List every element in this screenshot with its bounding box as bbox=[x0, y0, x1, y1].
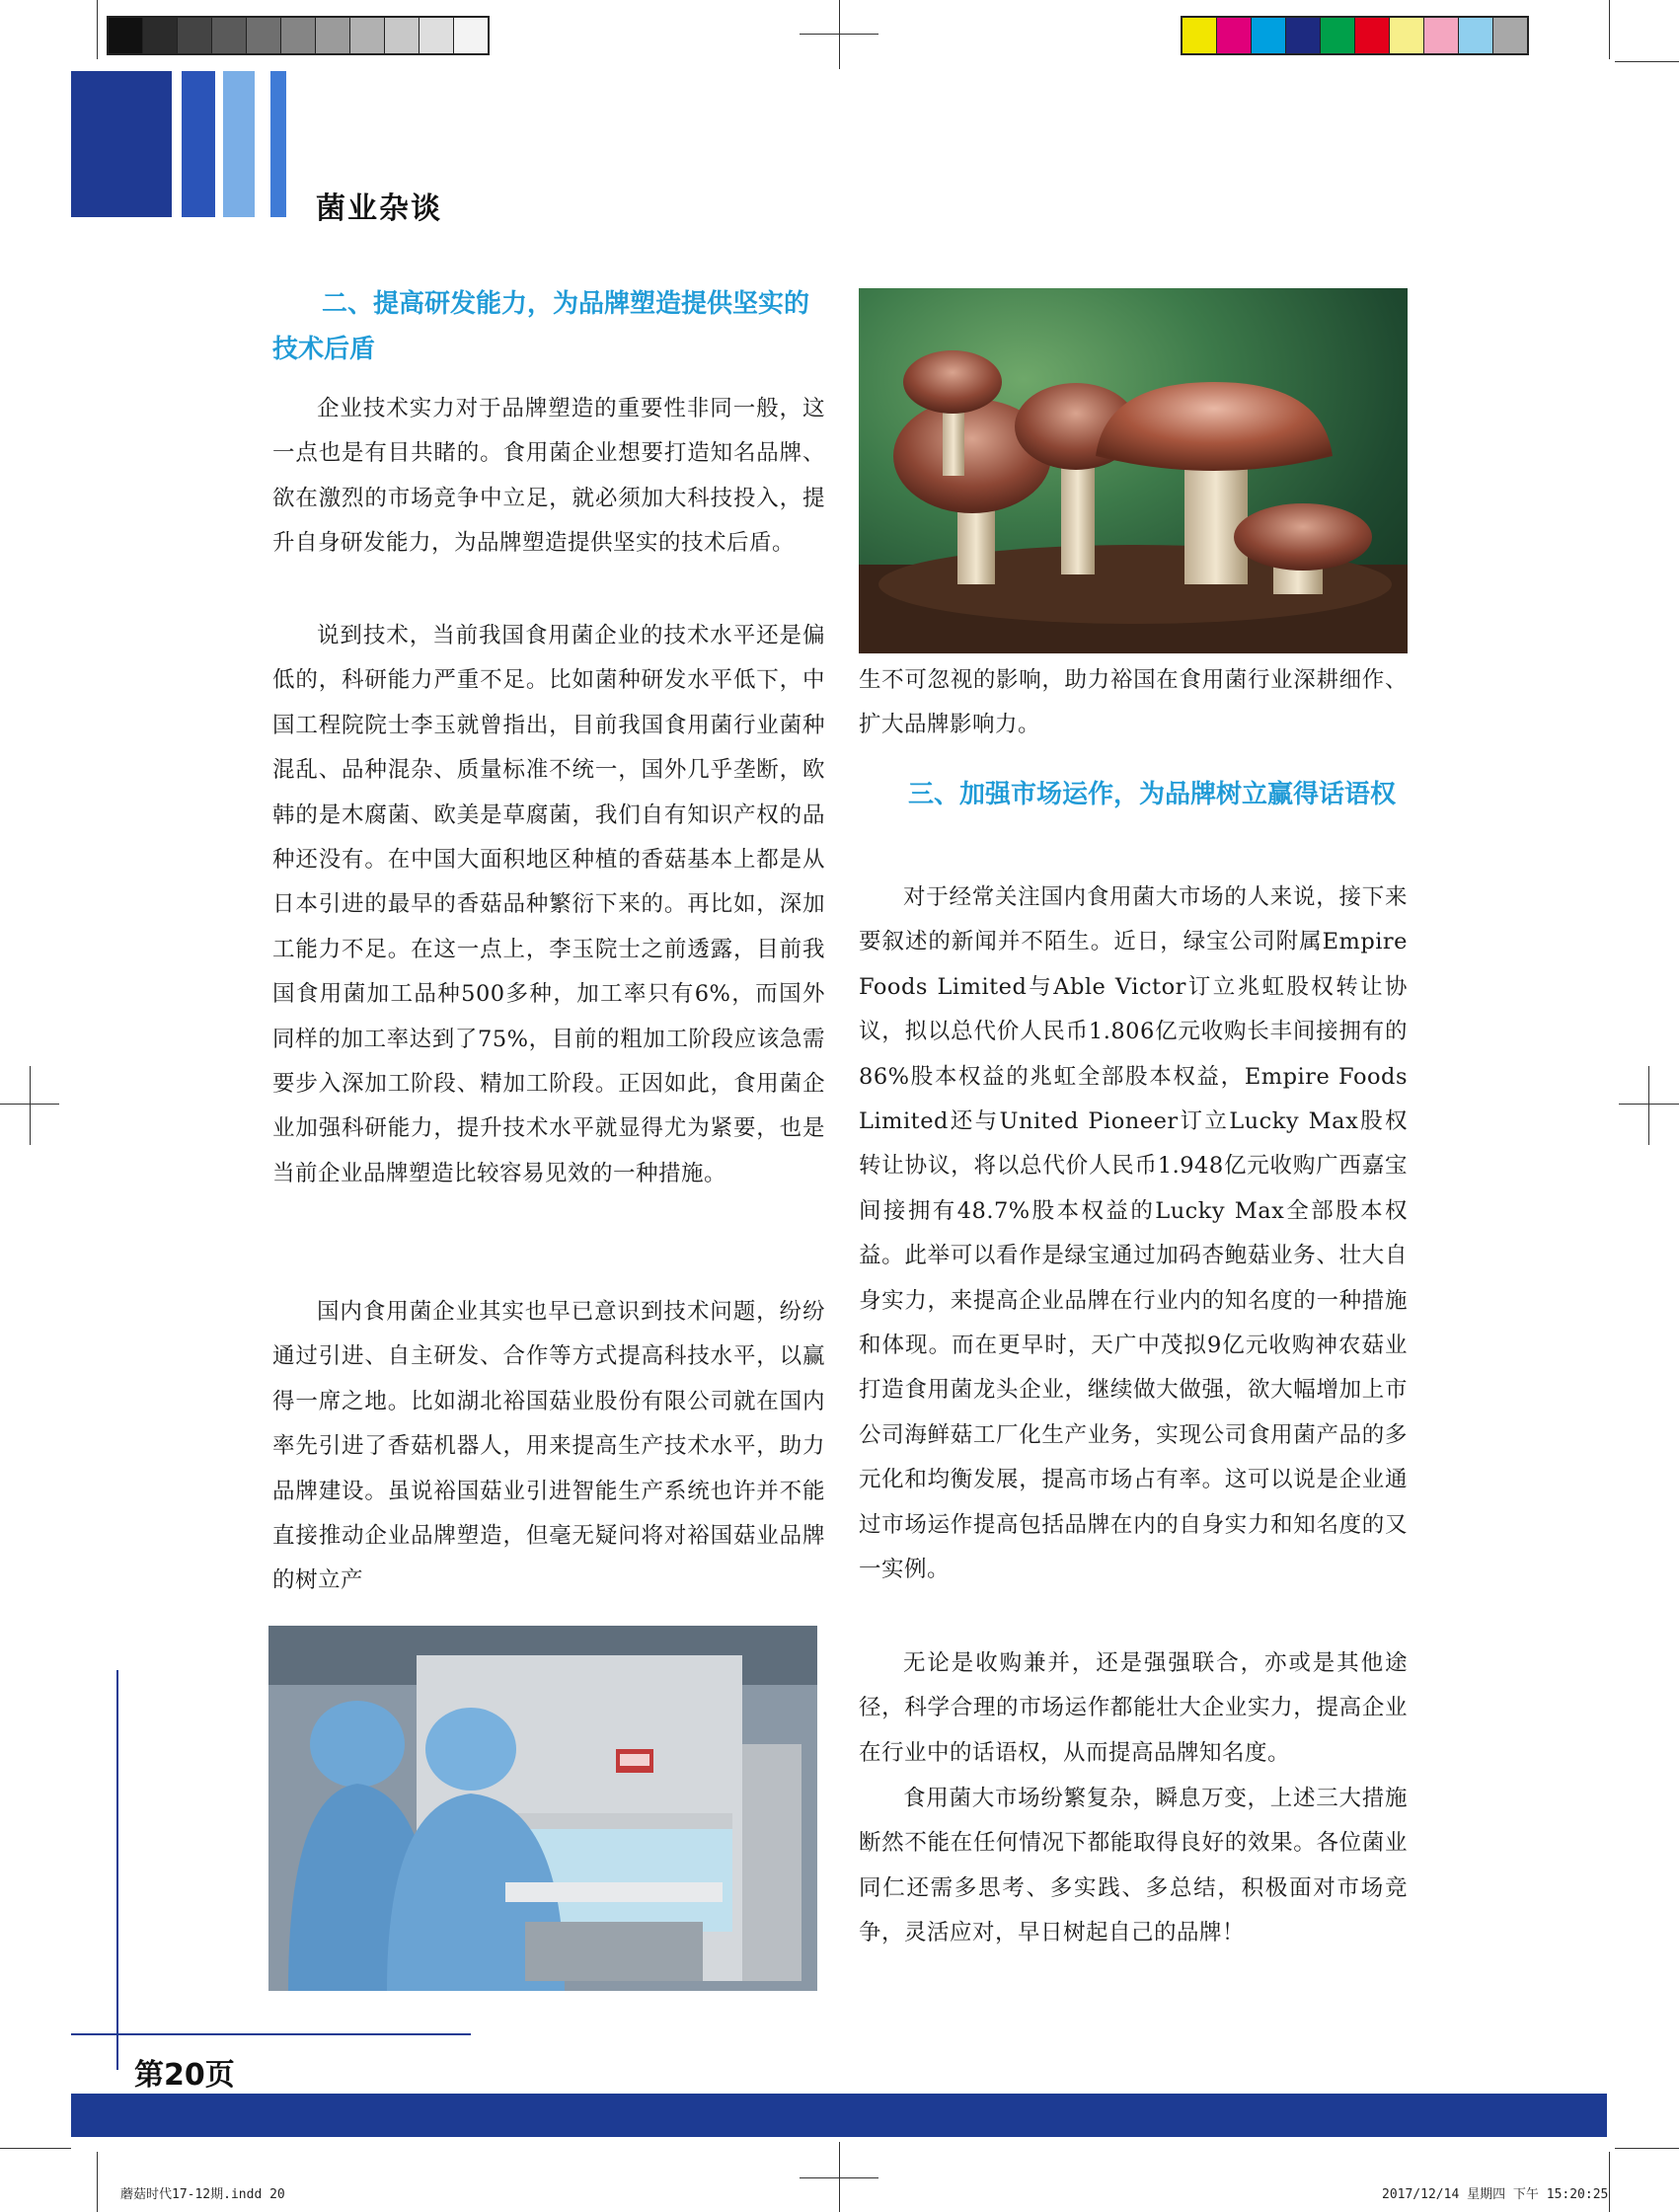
color-swatch bbox=[1493, 18, 1527, 53]
header-stripe bbox=[182, 71, 215, 217]
process-color-bar bbox=[1181, 16, 1529, 55]
grayscale-color-bar bbox=[107, 16, 490, 55]
color-swatch bbox=[1459, 18, 1493, 53]
header-stripe bbox=[71, 71, 172, 217]
gray-swatch bbox=[212, 18, 247, 53]
crop-mark bbox=[97, 0, 98, 59]
section2-heading: 二、提高研发能力，为品牌塑造提供坚实的技术后盾 bbox=[272, 289, 810, 364]
gray-swatch bbox=[420, 18, 454, 53]
crop-mark bbox=[0, 2148, 71, 2149]
gray-swatch bbox=[316, 18, 350, 53]
right-paragraph-2: 无论是收购兼并，还是强强联合，亦或是其他途径，科学合理的市场运作都能壮大企业实力，提高企业在行业中的话语权，从而提高品牌知名度。 bbox=[859, 1650, 1408, 1766]
gray-swatch bbox=[109, 18, 143, 53]
crop-mark bbox=[97, 2152, 98, 2212]
crop-mark bbox=[800, 2177, 878, 2178]
page-accent-line-vertical bbox=[116, 1670, 118, 2070]
slug-date-info: 2017/12/14 星期四 下午 15:20:25 bbox=[1382, 2187, 1609, 2202]
crop-mark bbox=[1609, 2152, 1610, 2212]
right-continuation-paragraph: 生不可忽视的影响，助力裕国在食用菌行业深耕细作、扩大品牌影响力。 bbox=[859, 667, 1408, 738]
color-swatch bbox=[1321, 18, 1355, 53]
mushroom-illustration bbox=[859, 288, 1408, 653]
left-paragraph-2: 说到技术，当前我国食用菌企业的技术水平还是偏低的，科研能力严重不足。比如菌种研发水平低下，中国工程院院士李玉就曾指出，目前我国食用菌行业菌种混乱、品种混杂、质量标准不统一，国外几乎垄断，欧韩的是木腐菌、欧美是草腐菌，我们自有知识产权的品种还没有。在中国大面积地区种植的香菇基本上都是从日本引进的最早的香菇品种繁衍下来的。再比如，深加工能力不足。在这一点上，李玉院士之前透露，目前我国食用菌加工品种500多种，加工率只有6%，而国外同样的加工率达到了75%，目前的粗加工阶段应该急需要步入深加工阶段、精加工阶段。正因如此，食用菌企业加强科研能力，提升技术水平就显得尤为紧要，也是当前企业品牌塑造比较容易见效的一种措施。 bbox=[272, 623, 825, 1186]
crop-mark bbox=[1648, 1066, 1649, 1145]
color-swatch bbox=[1286, 18, 1321, 53]
crop-mark bbox=[30, 1066, 31, 1145]
color-swatch bbox=[1252, 18, 1286, 53]
cleanroom-illustration bbox=[268, 1626, 817, 1991]
header-stripe bbox=[223, 71, 255, 217]
crop-mark bbox=[1615, 61, 1679, 62]
crop-mark bbox=[800, 34, 878, 35]
shiitake-mushroom-photo bbox=[859, 288, 1408, 653]
color-swatch bbox=[1183, 18, 1217, 53]
right-paragraph-1: 对于经常关注国内食用菌大市场的人来说，接下来要叙述的新闻并不陌生。近日，绿宝公司附属Empire Foods Limited与Able Victor订立兆虹股权转让协议，拟以总代价人民币1.806亿元收购长丰间接拥有的86%股本权益的兆虹全部股本权益，Empire Foods Limited还与United Pioneer订立Lucky Max股权转让协议，将以总代价人民币1.948亿元收购广西嘉宝间接拥有48.7%股本权益的Lucky Max全部股本权益。此举可以看作是绿宝通过加码杏鲍菇业务、壮大自身实力，来提高企业品牌在行业内的知名度的一种措施和体现。而在更早时，天广中茂拟9亿元收购神农菇业打造食用菌龙头企业，继续做大做强，欲大幅增加上市公司海鲜菇工厂化生产业务，实现公司食用菌产品的多元化和均衡发展，提高市场占有率。这可以说是企业通过市场运作提高包括品牌在内的自身实力和知名度的又一实例。 bbox=[859, 884, 1408, 1583]
gray-swatch bbox=[385, 18, 420, 53]
gray-swatch bbox=[350, 18, 385, 53]
right-paragraph-3: 食用菌大市场纷繁复杂，瞬息万变，上述三大措施断然不能在任何情况下都能取得良好的效果。各位菌业同仁还需多思考、多实践、多总结，积极面对市场竞争，灵活应对，早日树起自己的品牌！ bbox=[859, 1786, 1408, 1946]
factory-workers-photo bbox=[268, 1626, 817, 1991]
crop-mark bbox=[1609, 0, 1610, 59]
gray-swatch bbox=[247, 18, 281, 53]
gray-swatch bbox=[454, 18, 488, 53]
gray-swatch bbox=[178, 18, 212, 53]
color-swatch bbox=[1217, 18, 1252, 53]
color-swatch bbox=[1355, 18, 1390, 53]
gray-swatch bbox=[281, 18, 316, 53]
left-paragraph-3: 国内食用菌企业其实也早已意识到技术问题，纷纷通过引进、自主研发、合作等方式提高科技水平，以赢得一席之地。比如湖北裕国菇业股份有限公司就在国内率先引进了香菇机器人，用来提高生产技术水平，助力品牌建设。虽说裕国菇业引进智能生产系统也许并不能直接推动企业品牌塑造，但毫无疑问将对裕国菇业品牌的树立产 bbox=[272, 1299, 825, 1594]
slug-file-info: 蘑菇时代17-12期.indd 20 bbox=[120, 2187, 285, 2202]
page-accent-line-horizontal bbox=[71, 2033, 471, 2035]
section-tag: 菌业杂谈 bbox=[316, 191, 442, 226]
left-paragraph-1: 企业技术实力对于品牌塑造的重要性非同一般，这一点也是有目共睹的。食用菌企业想要打造知名品牌、欲在激烈的市场竞争中立足，就必须加大科技投入，提升自身研发能力，为品牌塑造提供坚实的技术后盾。 bbox=[272, 396, 825, 557]
page-number: 第20页 bbox=[134, 2058, 235, 2093]
crop-mark bbox=[1615, 2148, 1679, 2149]
color-swatch bbox=[1424, 18, 1459, 53]
header-stripe bbox=[270, 71, 286, 217]
color-swatch bbox=[1390, 18, 1424, 53]
crop-mark bbox=[839, 0, 840, 69]
section3-heading: 三、加强市场运作，为品牌树立赢得话语权 bbox=[908, 780, 1397, 809]
gray-swatch bbox=[143, 18, 178, 53]
footer-bar bbox=[71, 2094, 1607, 2137]
